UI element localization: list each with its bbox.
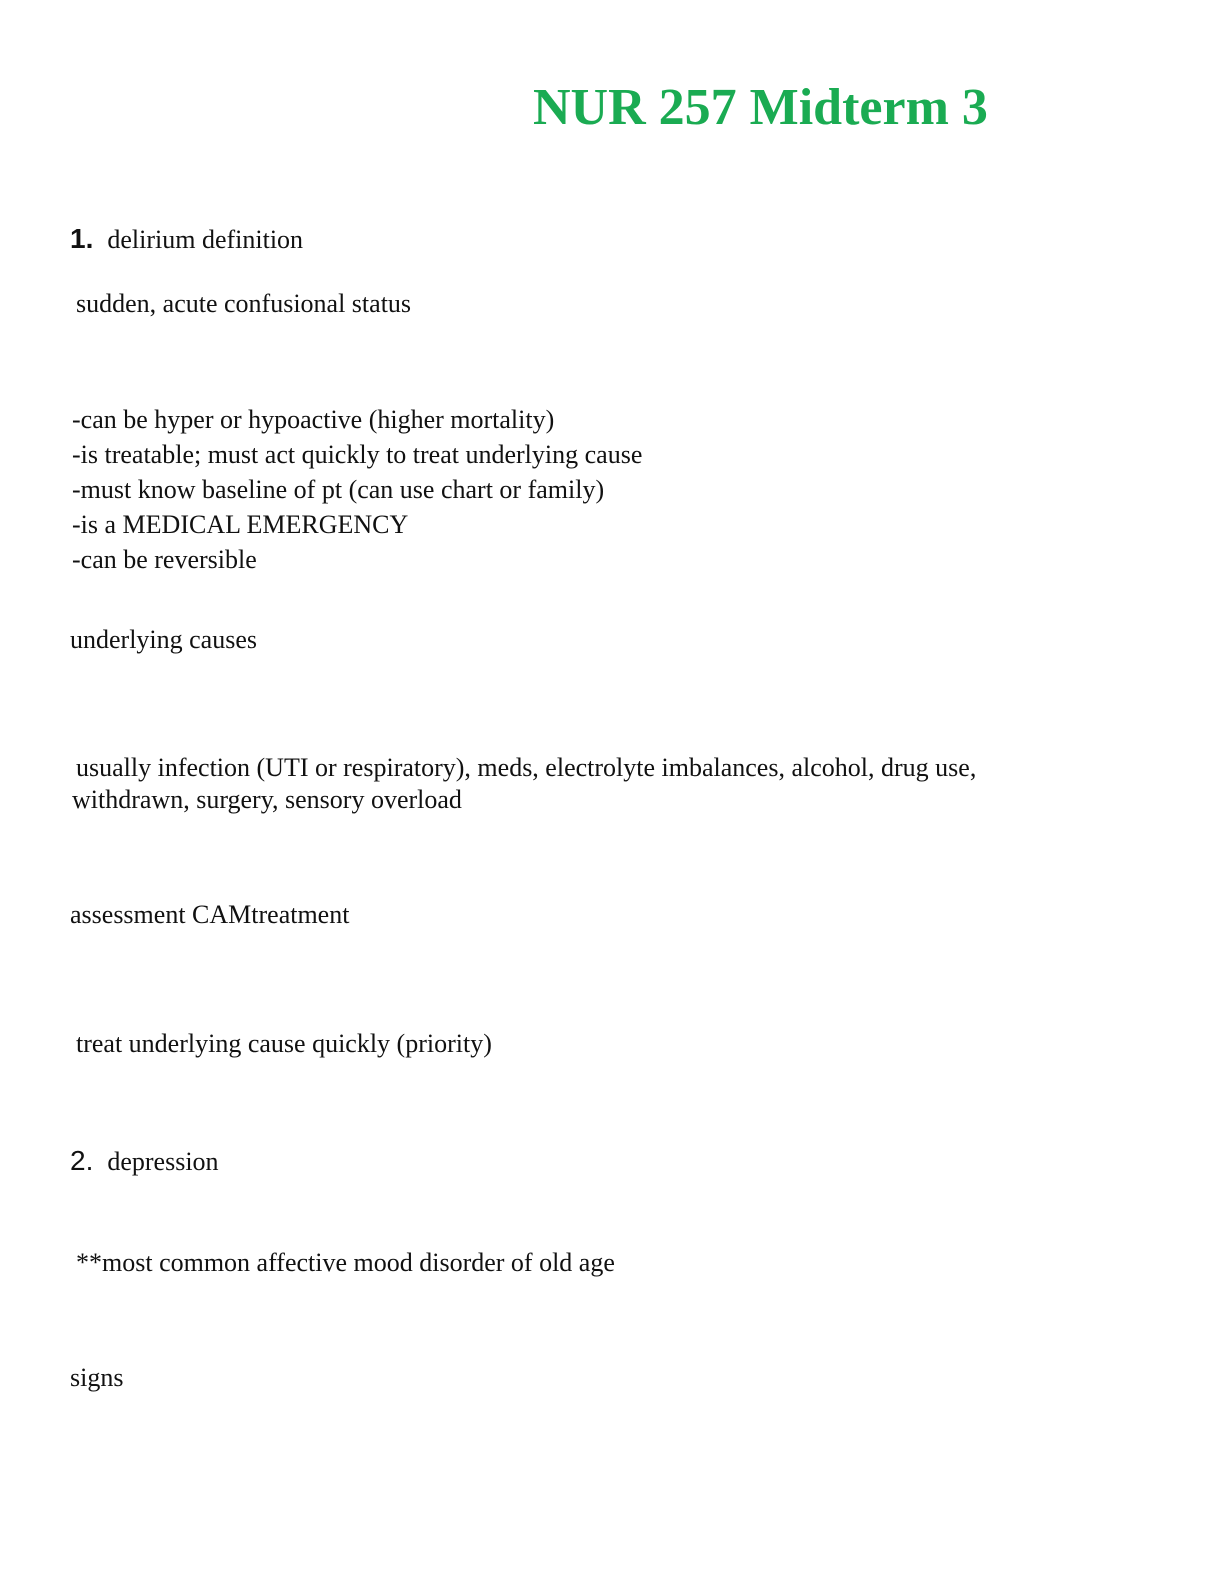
question-2-answer: **most common affective mood disorder of old age (76, 1248, 615, 1277)
note-line: -can be reversible (72, 545, 257, 574)
question-term: depression (107, 1147, 219, 1176)
document-title: NUR 257 Midterm 3 (533, 79, 988, 136)
subsection-heading-assessment: assessment CAMtreatment (70, 900, 350, 929)
question-2-heading (70, 1144, 219, 1179)
note-line: -must know baseline of pt (can use chart or family) (72, 475, 605, 504)
subsection-line: usually infection (UTI or respiratory), meds, electrolyte imbalances, alcohol, drug use, (76, 753, 977, 782)
subsection-heading-signs: signs (70, 1363, 124, 1392)
subsection-heading-underlying-causes: underlying causes (70, 625, 258, 654)
note-line: -can be hyper or hypoactive (higher mortality) (72, 405, 555, 434)
note-line: -is a MEDICAL EMERGENCY (72, 510, 409, 539)
question-number: 1. (70, 223, 94, 254)
subsection-line: treat underlying cause quickly (priority) (76, 1029, 492, 1058)
question-1-answer: sudden, acute confusional status (76, 289, 412, 318)
question-1-heading (70, 222, 303, 257)
question-number: 2. (70, 1145, 94, 1176)
note-line: -is treatable; must act quickly to treat underlying cause (72, 440, 643, 469)
question-term: delirium definition (107, 225, 304, 254)
subsection-line: withdrawn, surgery, sensory overload (72, 785, 462, 814)
